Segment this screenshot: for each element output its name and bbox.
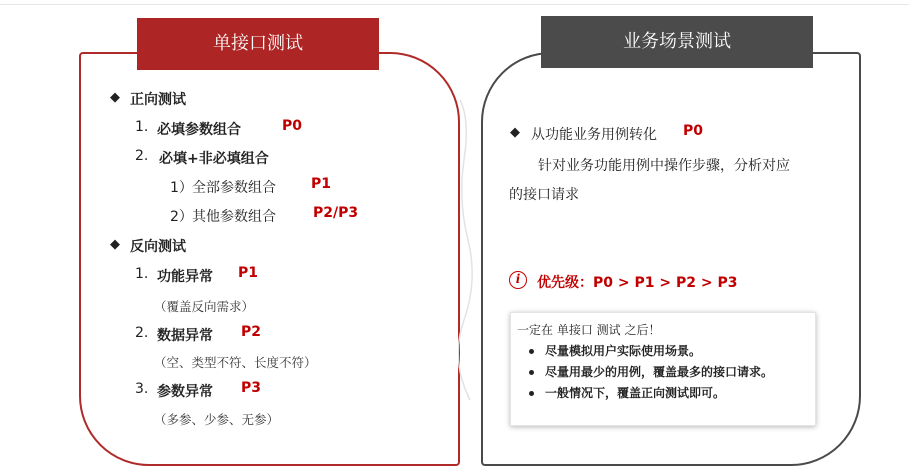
priority-order: 优先级：P0 > P1 > P2 > P3 [537, 275, 738, 291]
positive-sub2-num: 2） [170, 209, 193, 225]
info-icon: i [509, 271, 527, 289]
diamond-bullet-icon: ◆ [110, 90, 120, 105]
negative-item2-num: 2. [135, 325, 149, 341]
business-desc-line2: 的接口请求 [509, 187, 579, 203]
diamond-bullet-icon: ◆ [510, 125, 520, 140]
negative-item2-note: （空、类型不符、长度不符） [154, 355, 317, 370]
negative-item1-priority: P1 [238, 265, 259, 281]
single-interface-card [79, 52, 460, 466]
negative-item2-priority: P2 [241, 324, 262, 340]
positive-item2-label: 必填+非必填组合 [159, 151, 269, 167]
business-heading: 从功能业务用例转化 [531, 127, 657, 143]
single-interface-tab: 单接口测试 [137, 18, 379, 70]
positive-sub1-num: 1） [170, 180, 193, 196]
note-list [511, 341, 773, 404]
bullet-dot-icon [529, 370, 534, 375]
positive-item1-label: 必填参数组合 [157, 122, 241, 138]
negative-item3-label: 参数异常 [157, 384, 213, 400]
negative-item3-note: （多参、少参、无参） [154, 412, 280, 427]
list-item: 一般情况下，覆盖正向测试即可。 [511, 383, 773, 404]
negative-item3-num: 3. [135, 381, 149, 397]
bullet-dot-icon [529, 391, 534, 396]
positive-sub2-label: 其他参数组合 [192, 209, 276, 225]
negative-item3-priority: P3 [241, 380, 262, 396]
positive-item1-priority: P0 [282, 118, 303, 134]
business-scenario-tab: 业务场景测试 [541, 16, 813, 68]
list-item: 尽量用最少的用例，覆盖最多的接口请求。 [511, 362, 773, 383]
reminder-note [510, 312, 816, 426]
negative-item1-num: 1. [135, 266, 149, 282]
note-title: 一定在 单接口 测试 之后！ [517, 323, 661, 337]
business-desc-line1: 针对业务功能用例中操作步骤，分析对应 [538, 158, 790, 174]
diamond-bullet-icon: ◆ [110, 237, 120, 252]
positive-test-heading: 正向测试 [130, 92, 186, 108]
positive-sub2-priority: P2/P3 [313, 205, 359, 221]
top-divider [0, 4, 909, 5]
positive-item2-num: 2. [135, 148, 149, 164]
list-item: 尽量模拟用户实际使用场景。 [511, 341, 773, 362]
negative-test-heading: 反向测试 [130, 239, 186, 255]
negative-item1-note: （覆盖反向需求） [154, 299, 255, 314]
business-heading-priority: P0 [683, 123, 704, 139]
positive-sub1-priority: P1 [311, 176, 332, 192]
positive-sub1-label: 全部参数组合 [192, 180, 276, 196]
connector-decoration [458, 80, 480, 440]
positive-item1-num: 1. [135, 119, 149, 135]
negative-item1-label: 功能异常 [157, 269, 213, 285]
bullet-dot-icon [529, 349, 534, 354]
negative-item2-label: 数据异常 [157, 328, 213, 344]
